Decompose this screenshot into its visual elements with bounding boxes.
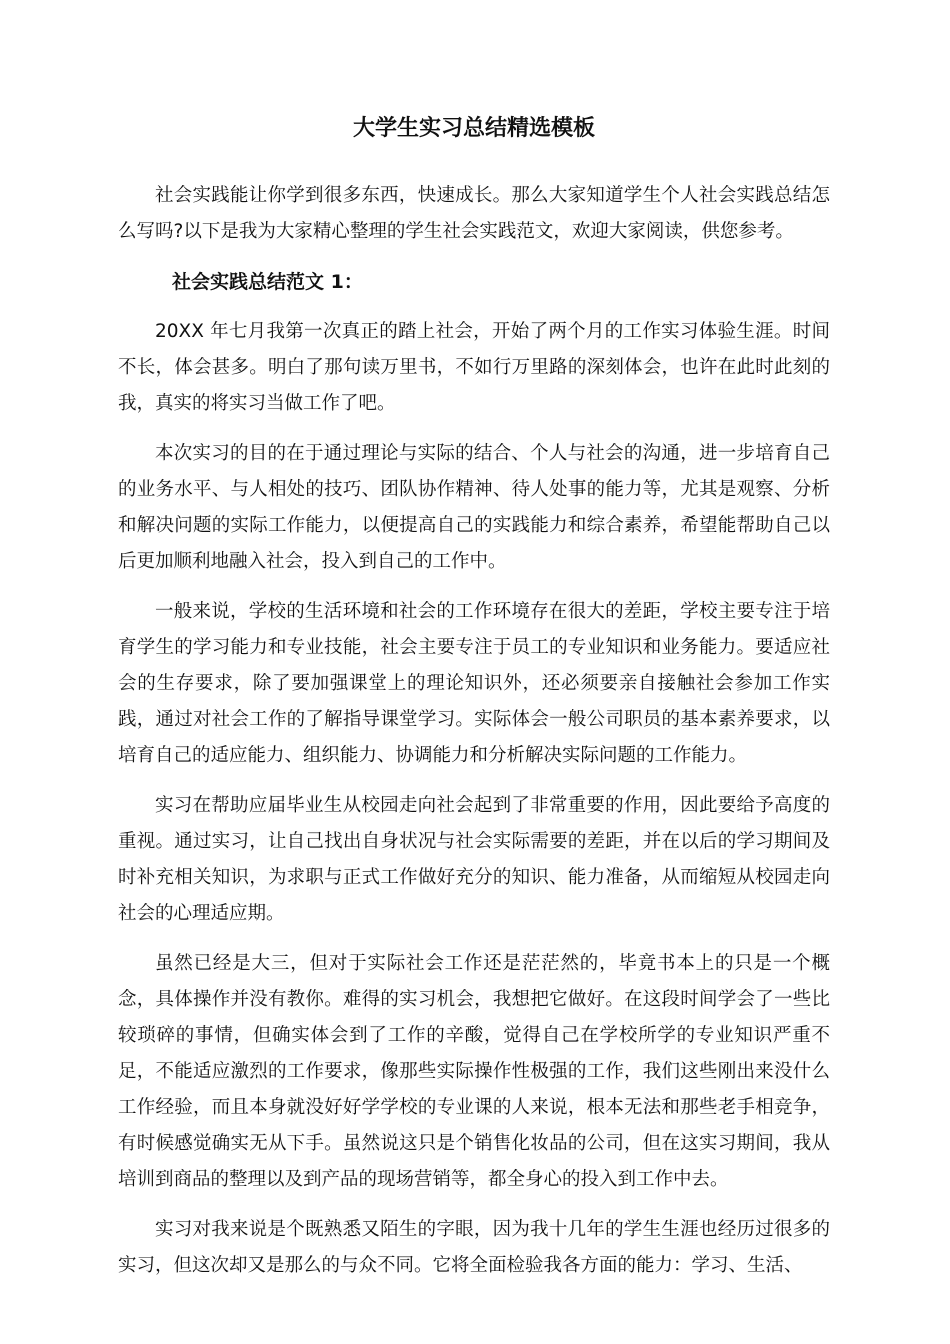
intro-paragraph: 社会实践能让你学到很多东西，快速成长。那么大家知道学生个人社会实践总结怎么写吗?以下是我为大家精心整理的学生社会实践范文，欢迎大家阅读，供您参考。: [118, 185, 830, 242]
document-page: [118, 112, 830, 1298]
body-paragraph-3: 一般来说，学校的生活环境和社会的工作环境存在很大的差距，学校主要专注于培育学生的学习能力和专业技能，社会主要专注于员工的专业知识和业务能力。要适应社会的生存要求，除了要加强课堂上的理论知识外，还必须要亲自接触社会参加工作实践，通过对社会工作的了解指导课堂学习。实际体会一般公司职员的基本素养要求，以培育自己的适应能力、组织能力、协调能力和分析解决实际问题的工作能力。: [118, 601, 830, 766]
document-title: 大学生实习总结精选模板: [352, 116, 595, 141]
body-paragraph-4: 实习在帮助应届毕业生从校园走向社会起到了非常重要的作用，因此要给予高度的重视。通过实习，让自己找出自身状况与社会实际需要的差距，并在以后的学习期间及时补充相关知识，为求职与正式工作做好充分的知识、能力准备，从而缩短从校园走向社会的心理适应期。: [118, 795, 830, 924]
body-paragraph-2: 本次实习的目的在于通过理论与实际的结合、个人与社会的沟通，进一步培育自己的业务水平、与人相处的技巧、团队协作精神、待人处事的能力等，尤其是观察、分析和解决问题的实际工作能力，以便提高自己的实践能力和综合素养，希望能帮助自己以后更加顺利地融入社会，投入到自己的工作中。: [118, 443, 830, 572]
body-paragraph-6: 实习对我来说是个既熟悉又陌生的字眼，因为我十几年的学生生涯也经历过很多的实习，但这次却又是那么的与众不同。它将全面检验我各方面的能力：学习、生活、: [118, 1219, 830, 1276]
body-paragraph-5: 虽然已经是大三，但对于实际社会工作还是茫茫然的，毕竟书本上的只是一个概念，具体操作并没有教你。难得的实习机会，我想把它做好。在这段时间学会了一些比较琐碎的事情，但确实体会到了工作的辛酸，觉得自己在学校所学的专业知识严重不足，不能适应激烈的工作要求，像那些实际操作性极强的工作，我们这些刚出来没什么工作经验，而且本身就没好好学学校的专业课的人来说，根本无法和那些老手相竞争，有时候感觉确实无从下手。虽然说这只是个销售化妆品的公司，但在这实习期间，我从培训到商品的整理以及到产品的现场营销等，都全身心的投入到工作中去。: [118, 953, 830, 1190]
section-heading: 社会实践总结范文 1：: [172, 271, 363, 293]
body-paragraph-1: 20XX 年七月我第一次真正的踏上社会，开始了两个月的工作实习体验生涯。时间不长，体会甚多。明白了那句读万里书，不如行万里路的深刻体会，也许在此时此刻的我，真实的将实习当做工作了吧。: [118, 321, 830, 414]
